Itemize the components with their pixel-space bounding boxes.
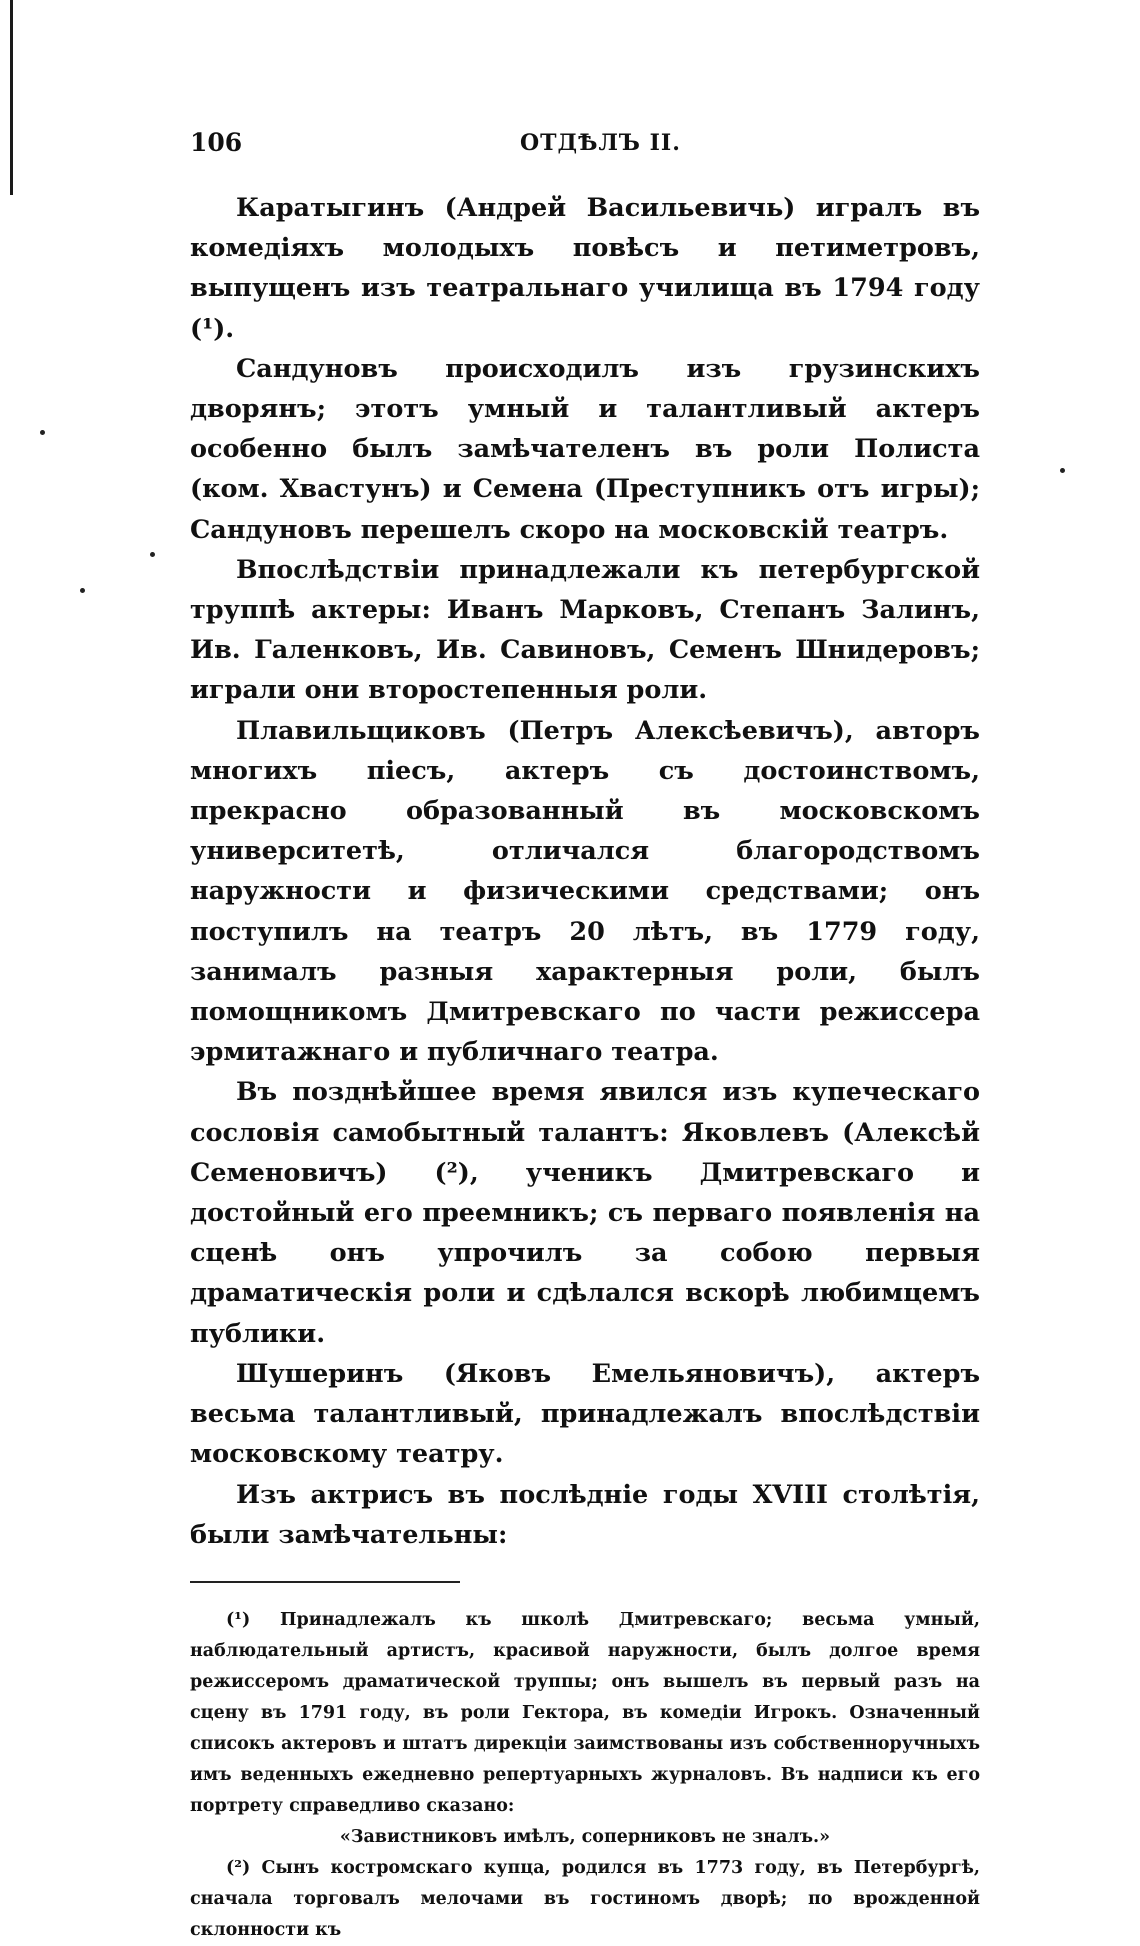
footnotes	[190, 1605, 980, 1946]
scan-edge-mark	[10, 0, 13, 195]
paragraph-sandunov: Сандуновъ происходилъ изъ грузинскихъ дворянъ; этотъ умный и талантливый актеръ особенно былъ замѣчателенъ въ роли Полиста (ком. Хвастунъ) и Семена (Преступникъ отъ игры); Сандуновъ перешелъ скоро на московскій театръ.	[190, 353, 980, 545]
page-number: 106	[190, 128, 243, 157]
scan-speck	[80, 588, 85, 593]
paragraph-actresses: Изъ актрисъ въ послѣдніе годы XVIII столѣтія, были замѣчательны:	[190, 1479, 980, 1550]
scan-speck	[1060, 468, 1065, 473]
footnote-divider	[190, 1581, 460, 1583]
paragraph-karatygin: Каратыгинъ (Андрей Васильевичь) игралъ въ комедіяхъ молодыхъ повѣсъ и петиметровъ, выпущенъ изъ театральнаго училища въ 1794 году (¹).	[190, 193, 980, 344]
paragraph-plavilshchikov: Плавильщиковъ (Петръ Алексѣевичъ), авторъ многихъ піесъ, актеръ съ достоинствомъ, прекрасно образованный въ московскомъ университетѣ, отличался благородствомъ наружности и физическими средствами; онъ поступилъ на театръ 20 лѣтъ, въ 1779 году, занималъ разныя характерныя роли, былъ помощникомъ Дмитревскаго по части режиссера эрмитажнаго и публичнаго театра.	[190, 715, 980, 1068]
paragraph-shusherin: Шушеринъ (Яковъ Емельяновичъ), актеръ весьма талантливый, принадлежалъ впослѣдствіи московскому театру.	[190, 1358, 980, 1470]
footnote-1-quote: «Завистниковъ имѣлъ, соперниковъ не зналъ.»	[339, 1826, 831, 1847]
footnote-1: (¹) Принадлежалъ къ школѣ Дмитревскаго; весьма умный, наблюдательный артистъ, красивой наружности, былъ долгое время режиссеромъ драматической труппы; онъ вышелъ въ первый разъ на сцену въ 1791 году, въ роли Гектора, въ комедіи Игрокъ. Означенный списокъ актеровъ и штатъ дирекціи заимствованы изъ собственноручныхъ имъ веденныхъ ежедневно репертуарныхъ журналовъ. Въ надписи къ его портрету справедливо сказано:	[190, 1609, 980, 1816]
book-page	[190, 128, 980, 1946]
paragraph-yakovlev: Въ позднѣйшее время явился изъ купеческаго сословія самобытный талантъ: Яковлевъ (Алексѣй Семеновичъ) (²), ученикъ Дмитревскаго и достойный его преемникъ; съ перваго появленія на сценѣ онъ упрочилъ за собою первыя драматическія роли и сдѣлался вскорѣ любимцемъ публики.	[190, 1077, 980, 1349]
paragraph-later-actors: Впослѣдствіи принадлежали къ петербургской труппѣ актеры: Иванъ Марковъ, Степанъ Залинъ, Ив. Галенковъ, Ив. Савиновъ, Семенъ Шнидеровъ; играли они второстепенныя роли.	[190, 554, 980, 706]
scan-speck	[40, 430, 45, 435]
footnote-2: (²) Сынъ костромскаго купца, родился въ 1773 году, въ Петербургѣ, сначала торговалъ мелочами въ гостиномъ дворѣ; по врожденной склонности къ	[190, 1857, 980, 1940]
section-title: ОТДѢЛЪ II.	[520, 130, 681, 156]
running-head	[190, 128, 980, 168]
body-text	[190, 188, 980, 1555]
scan-speck	[150, 552, 155, 557]
